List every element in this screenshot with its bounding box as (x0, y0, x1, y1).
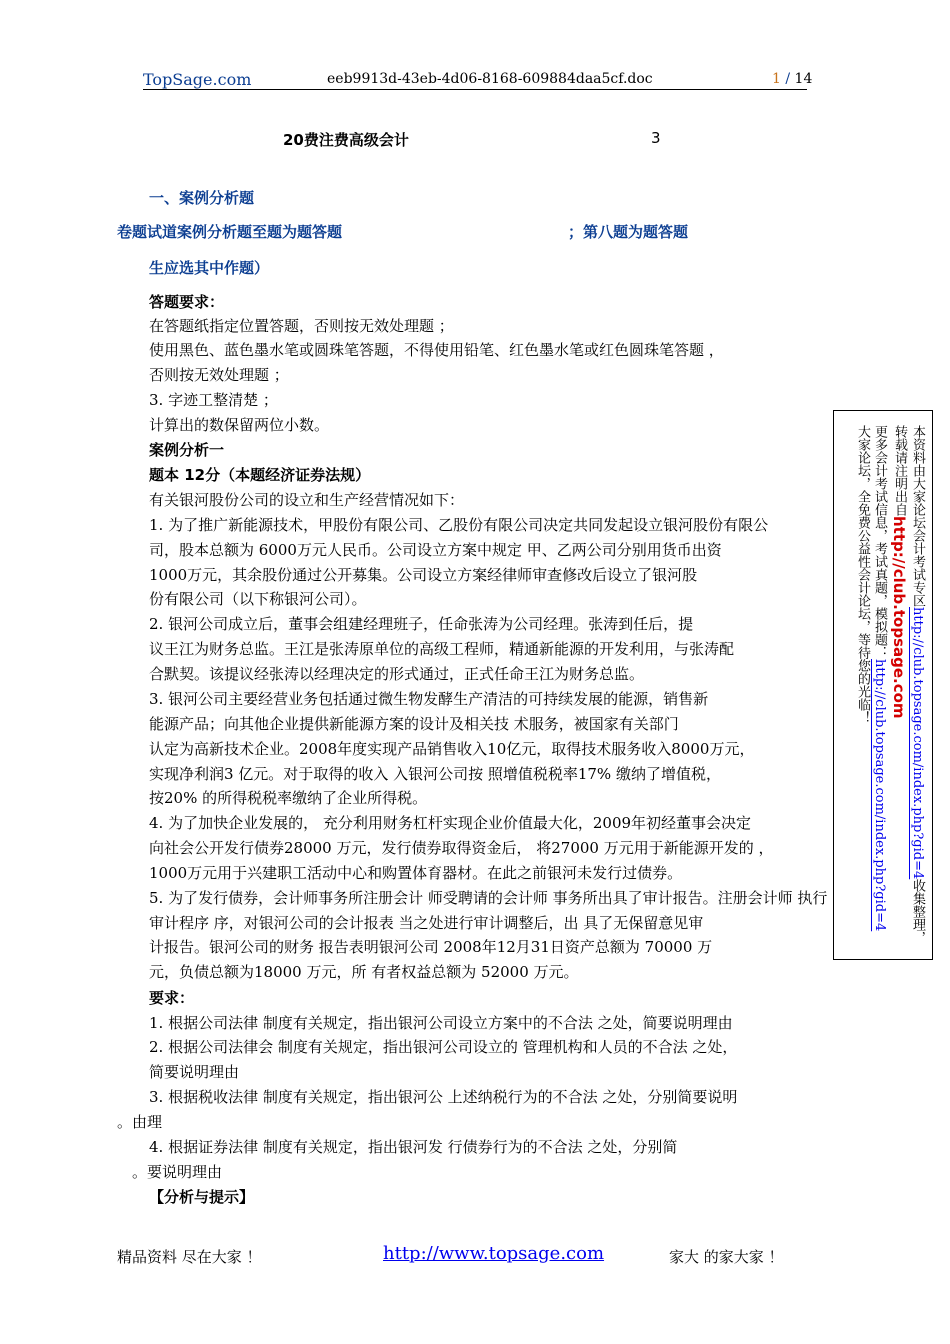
document-title: 20费注费高级会计 (283, 131, 409, 149)
footer-left: 精品资料 尽在大家 ！ (117, 1248, 262, 1266)
section-intro-line1-right: ；第八题为题答题 (568, 223, 689, 241)
requirement-line: 3. 根据税收法律 制度有关规定，指出银河公 上述纳税行为的不合法 之处，分别简要说明 (149, 1088, 738, 1106)
sidebar-col1-text: 本资料由大家论坛会计考试专区 (910, 425, 925, 607)
sidebar-col3-link[interactable]: http://club.topsage.com/index.php?gid=4 (872, 659, 887, 932)
case-heading: 案例分析一 (149, 441, 225, 459)
case-subheading: 题本 12分（本题经济证券法规） (149, 466, 371, 484)
case-paragraph-line: 向社会公开发行债券28000 万元，发行债券取得资金后， 将27000 万元用于新能源开发的 ， (149, 839, 774, 857)
requirement-line: 。要说明理由 (132, 1163, 223, 1181)
footer-right: 家大 的家大家 ！ (669, 1248, 784, 1266)
case-paragraph-line: 计报告。银河公司的财务 报告表明银河公司 2008年12月31日资产总额为 70000 万 (149, 938, 713, 956)
requirements-heading: 要求： (149, 989, 195, 1007)
page-current: 1 (772, 71, 781, 87)
requirement-line: 2. 根据公司法律会 制度有关规定，指出银河公司设立的 管理机构和人员的不合法 之处， (149, 1038, 738, 1056)
case-paragraph-line: 元，负债总额为18000 万元，所 有者权益总额为 52000 万元。 (149, 963, 579, 981)
header-page-number (772, 71, 812, 87)
sidebar-column-1 (910, 425, 924, 944)
note-line: 在答题纸指定位置答题，否则按无效处理题 ； (149, 317, 454, 335)
section-heading: 一、案例分析题 (149, 189, 255, 207)
sidebar-column-2 (892, 425, 906, 719)
section-intro-line1: 卷题试道案例分析题至题为题答题 (117, 223, 343, 241)
notes-heading: 答题要求： (149, 293, 225, 311)
section-intro-line2: 生应选其中作题） (149, 259, 270, 277)
sidebar-col1-tail: 收集整理， (910, 879, 925, 945)
case-paragraph-line: 4. 为了加快企业发展的， 充分利用财务杠杆实现企业价值最大化，2009年初经董事会决定 (149, 814, 752, 832)
footer-link[interactable]: http://www.topsage.com (383, 1243, 605, 1264)
note-line: 3. 字迹工整清楚 ； (149, 391, 278, 409)
header-site[interactable]: TopSage.com (143, 70, 252, 89)
sidebar-notice (833, 410, 933, 960)
case-paragraph-line: 1. 为了推广新能源技术，甲股份有限公司、乙股份有限公司决定共同发起设立银河股份有限公 (149, 516, 769, 534)
note-line: 否则按无效处理题 ； (149, 366, 289, 384)
case-paragraph-line: 司，股本总额为 6000万元人民币。公司设立方案中规定 甲、乙两公司分别用货币出资 (149, 541, 722, 559)
case-paragraph-line: 1000万元，其余股份通过公开募集。公司设立方案经律师审查修改后设立了银河股 (149, 566, 698, 584)
case-paragraph-line: 2. 银河公司成立后，董事会组建经理班子，任命张涛为公司经理。张涛到任后，提 (149, 615, 694, 633)
requirement-line: 4. 根据证券法律 制度有关规定，指出银河发 行债券行为的不合法 之处，分别简 (149, 1138, 678, 1156)
sidebar-col3-text: 更多会计考试信息，考试真题，模拟题： (872, 425, 887, 659)
sidebar-col2-text: 转载请注明出自 (892, 425, 907, 516)
case-paragraph-line: 有关银河股份公司的设立和生产经营情况如下： (149, 491, 465, 509)
sidebar-column-4 (855, 425, 869, 724)
sidebar-column-3 (872, 425, 886, 931)
case-paragraph-line: 审计程序 序，对银河公司的会计报表 当之处进行审计调整后，出 具了无保留意见审 (149, 914, 704, 932)
case-paragraph-line: 3. 银河公司主要经营业务包括通过微生物发酵生产清洁的可持续发展的能源，销售新 (149, 690, 709, 708)
page-total: 14 (794, 71, 813, 87)
page-separator: / (780, 71, 795, 87)
analysis-heading: 【分析与提示】 (149, 1188, 255, 1206)
sidebar-col1-link[interactable]: http://club.topsage.com/index.php?gid=4 (910, 607, 925, 880)
case-paragraph-line: 议王江为财务总监。王江是张涛原单位的高级工程师，精通新能源的开发利用，与张涛配 (149, 640, 735, 658)
case-paragraph-line: 能源产品；向其他企业提供新能源方案的设计及相关技 术服务，被国家有关部门 (149, 715, 679, 733)
requirement-line: 1. 根据公司法律 制度有关规定，指出银河公司设立方案中的不合法 之处，简要说明理由 (149, 1014, 733, 1032)
document-title-number: 3 (651, 129, 661, 147)
sidebar-col2-link[interactable]: http://club.topsage.com (890, 516, 908, 719)
case-paragraph-line: 份有限公司（以下称银河公司）。 (149, 590, 367, 608)
note-line: 使用黑色、蓝色墨水笔或圆珠笔答题，不得使用铅笔、红色墨水笔或红色圆珠笔答题 ， (149, 341, 724, 359)
header-filename: eeb9913d-43eb-4d06-8168-609884daa5cf.doc (327, 71, 653, 87)
requirement-line: 简要说明理由 (149, 1063, 240, 1081)
requirement-line: 。由理 (117, 1113, 163, 1131)
header-rule (143, 89, 807, 90)
case-paragraph-line: 1000万元用于兴建职工活动中心和购置体育器材。在此之前银河未发行过债券。 (149, 864, 683, 882)
case-paragraph-line: 认定为高新技术企业。2008年度实现产品销售收入10亿元，取得技术服务收入8000万元， (149, 740, 755, 758)
note-line: 计算出的数保留两位小数。 (149, 416, 330, 434)
case-paragraph-line: 5. 为了发行债券，会计师事务所注册会计 师受聘请的会计师 事务所出具了审计报告。注册会计师 执行 (149, 889, 828, 907)
sidebar-col4-text: 大家论坛，全免费公益性会计论坛，等待您的光临！ (855, 425, 870, 724)
case-paragraph-line: 按20% 的所得税税率缴纳了企业所得税。 (149, 789, 428, 807)
case-paragraph-line: 实现净利润3 亿元。对于取得的收入 入银河公司按 照增值税税率17% 缴纳了增值税， (149, 765, 721, 783)
case-paragraph-line: 合默契。该提议经张涛以经理决定的形式通过，正式任命王江为财务总监。 (149, 665, 645, 683)
